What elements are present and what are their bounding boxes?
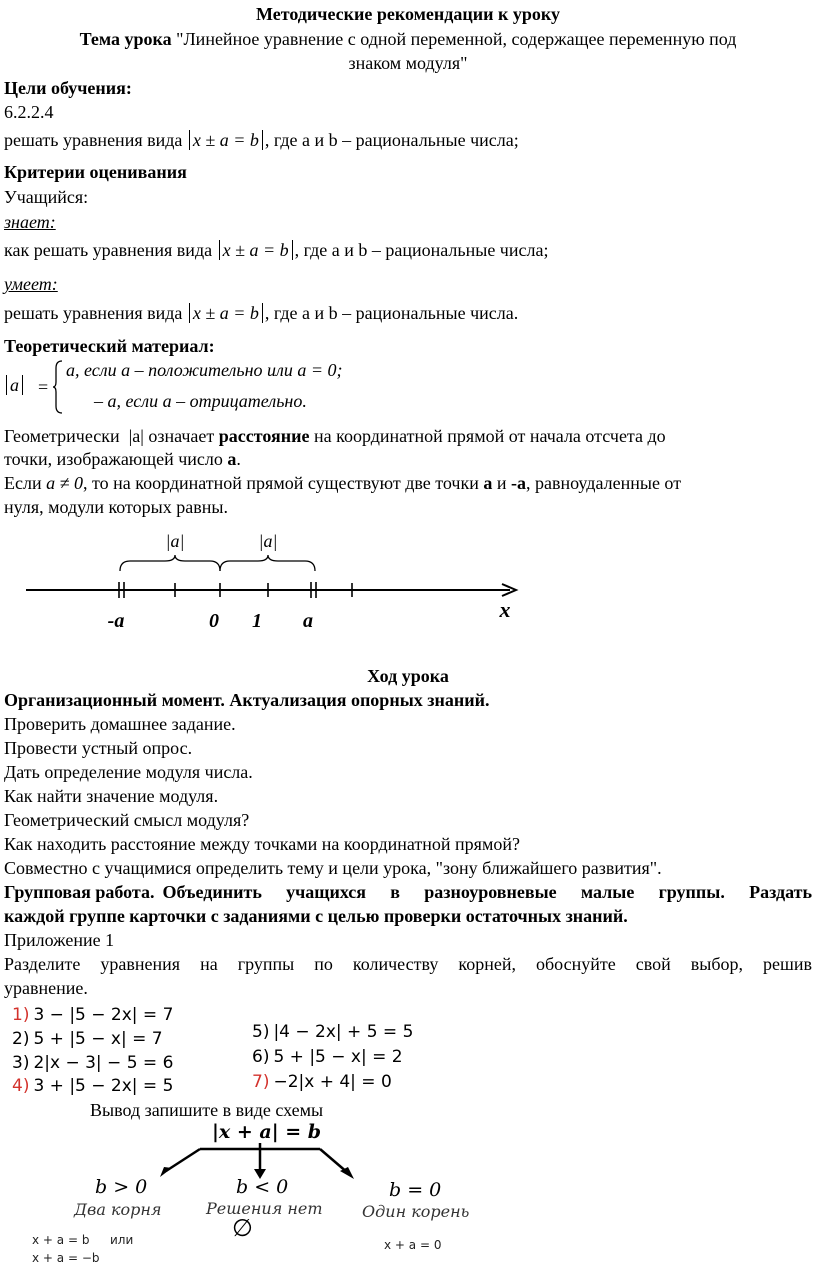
goals-prefix: решать уравнения вида <box>4 130 183 150</box>
equation-number: 6) <box>252 1047 270 1067</box>
group-work-label: Групповая работа. <box>4 882 155 902</box>
equation-text: 5 + |5 − x| = 2 <box>273 1047 403 1067</box>
geo-bold-a: а <box>227 449 237 469</box>
scheme-left-condition: b > 0 <box>95 1176 148 1198</box>
knows-equation: x ± a = b <box>219 240 293 260</box>
equation-number: 7) <box>252 1072 270 1092</box>
equation-text: |4 − 2x| + 5 = 5 <box>273 1022 414 1042</box>
task-line-2: уравнение. <box>4 978 88 998</box>
can-suffix: , где а и b – рациональные числа. <box>264 303 519 323</box>
if-bold-minus-a: -а <box>511 473 526 493</box>
axis-x-label: x <box>499 597 511 622</box>
scheme-left-label: Два корня <box>74 1200 162 1219</box>
lesson-title: Ход урока <box>367 666 449 686</box>
number-line-braces <box>120 555 315 571</box>
knows-suffix: , где а и b – рациональные числа; <box>294 240 549 260</box>
task-line-1: Разделите уравнения на группы по количеству корней, обоснуйте свой выбор, решив <box>4 954 812 974</box>
geo-bold: расстояние <box>218 426 310 446</box>
if-text-a: Если <box>4 473 42 493</box>
if-math: a ≠ 0 <box>46 473 83 493</box>
modulus-definition <box>4 358 404 416</box>
equation-number: 4) <box>12 1076 30 1096</box>
appendix-label: Приложение 1 <box>4 930 115 950</box>
criteria-can-line <box>4 301 518 325</box>
if-line-2: нуля, модули которых равны. <box>4 497 228 517</box>
equation-number: 3) <box>12 1053 30 1073</box>
goals-suffix: , где а и b – рациональные числа; <box>264 130 519 150</box>
geo-text-b: |a| означает <box>128 426 215 446</box>
list-item: Геометрический смысл модуля? <box>4 810 250 830</box>
doc-title: Методические рекомендации к уроку <box>255 4 560 24</box>
scheme-left-eq1: x + a = b <box>32 1233 90 1247</box>
scheme-right-eq: x + a = 0 <box>384 1238 442 1252</box>
theory-title: Теоретический материал: <box>4 336 215 356</box>
equation-text: 2|x − 3| − 5 = 6 <box>33 1053 174 1073</box>
equation-text: 3 − |5 − 2x| = 7 <box>33 1005 174 1025</box>
empty-set-icon: ∅ <box>232 1214 253 1242</box>
equation-item <box>252 1020 413 1044</box>
if-text-c: , то на координатной прямой существуют две точки <box>83 473 479 493</box>
group-work-line-1 <box>4 880 812 904</box>
equation-item <box>12 1027 163 1051</box>
label-one: 1 <box>252 610 262 632</box>
criteria-can: умеет: <box>4 274 58 294</box>
equation-number: 5) <box>252 1022 270 1042</box>
equation-item <box>12 1003 173 1027</box>
label-a: a <box>303 610 313 632</box>
scheme-mid-condition: b < 0 <box>236 1176 289 1198</box>
criteria-title: Критерии оценивания <box>4 162 187 182</box>
list-item: Как находить расстояние между точками на координатной прямой? <box>4 834 520 854</box>
goals-code: 6.2.2.4 <box>4 102 54 122</box>
lesson-section-1: Организационный момент. Актуализация опорных знаний. <box>4 690 490 710</box>
geo-text-a: Геометрически <box>4 426 120 446</box>
equals-sign: = <box>38 377 49 397</box>
group-work-text-bold: Объединить учащихся в разноуровневые малые группы. Раздать <box>162 882 812 902</box>
if-and: и <box>496 473 507 493</box>
equation-item <box>12 1051 173 1075</box>
modulus-label-right: |a| <box>258 531 278 551</box>
scheme-mid-label: Решения нет <box>206 1199 323 1218</box>
equation-number: 1) <box>12 1005 30 1025</box>
if-bold-a: а <box>483 473 493 493</box>
scheme-right-label: Один корень <box>362 1202 470 1221</box>
list-item: Проверить домашнее задание. <box>4 714 236 734</box>
equation-item <box>12 1074 173 1098</box>
geo-text-c: на координатной прямой от начала отсчета до <box>313 426 666 446</box>
can-prefix: решать уравнения вида <box>4 303 183 323</box>
scheme-top-equation: |x + a| = b <box>212 1121 322 1143</box>
period: . <box>236 449 241 469</box>
equation-text: 3 + |5 − 2x| = 5 <box>33 1076 174 1096</box>
scheme-right-condition: b = 0 <box>389 1179 442 1201</box>
group-work-text <box>162 880 812 904</box>
list-item: Совместно с учащимися определить тему и цели урока, "зону ближайшего развития". <box>4 858 662 878</box>
knows-prefix: как решать уравнения вида <box>4 240 213 260</box>
list-item: Как найти значение модуля. <box>4 786 219 806</box>
modulus-symbol: a <box>6 375 23 395</box>
brace-icon <box>52 360 64 414</box>
list-item: Провести устный опрос. <box>4 738 193 758</box>
geo-line-1 <box>4 424 666 448</box>
topic-line-2: знаком модуля" <box>348 53 468 73</box>
geo-text-d: точки, изображающей число <box>4 449 223 469</box>
criteria-knows: знает: <box>4 212 56 232</box>
can-equation: x ± a = b <box>189 303 263 323</box>
scheme-left-eq2: x + a = −b <box>32 1251 100 1265</box>
goals-equation: x ± a = b <box>189 130 263 150</box>
topic-text: "Линейное уравнение с одной переменной, содержащее переменную под <box>176 29 737 49</box>
topic-line <box>0 27 816 51</box>
equation-item <box>252 1045 403 1069</box>
equation-text: 5 + |5 − x| = 7 <box>33 1029 163 1049</box>
equation-item <box>252 1070 392 1094</box>
modulus-label-left: |a| <box>165 531 185 551</box>
number-line-figure <box>0 515 540 640</box>
topic-label: Тема урока <box>79 29 172 49</box>
equation-text: −2|x + 4| = 0 <box>273 1072 392 1092</box>
geo-line-2 <box>4 447 241 471</box>
criteria-student: Учащийся: <box>4 187 89 207</box>
scheme-left-or: или <box>110 1233 134 1247</box>
criteria-knows-line <box>4 238 548 262</box>
case-positive: a, если a – положительно или a = 0; <box>66 360 343 380</box>
scheme-caption: Вывод запишите в виде схемы <box>90 1100 324 1120</box>
if-text-d: , равноудаленные от <box>526 473 682 493</box>
equation-number: 2) <box>12 1029 30 1049</box>
label-zero: 0 <box>209 610 219 632</box>
case-negative: – a, если a – отрицательно. <box>94 391 307 411</box>
label-minus-a: -a <box>107 610 125 632</box>
arrow-left-icon <box>160 1167 172 1177</box>
goals-title: Цели обучения: <box>4 78 132 98</box>
group-work-line-2: каждой группе карточки с заданиями с целью проверки остаточных знаний. <box>4 906 628 926</box>
list-item: Дать определение модуля числа. <box>4 762 253 782</box>
if-line-1 <box>4 471 681 495</box>
goals-line <box>4 128 519 152</box>
